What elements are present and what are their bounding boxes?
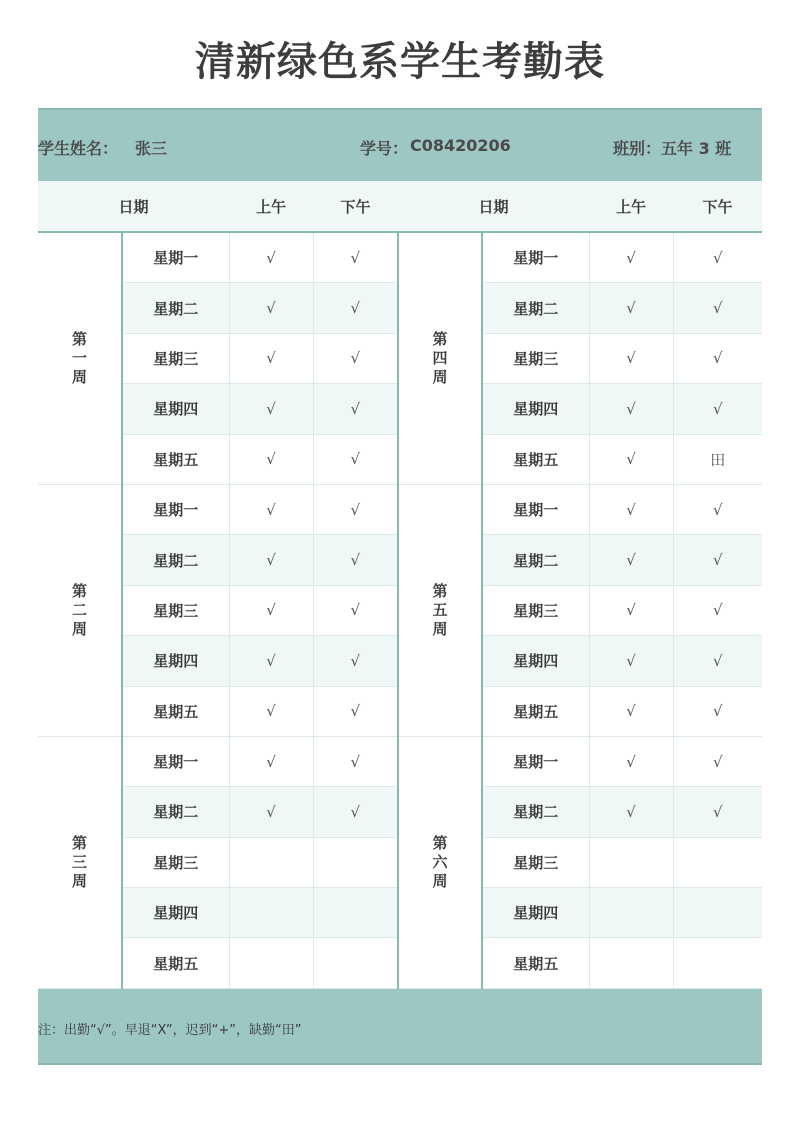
table-row bbox=[38, 736, 762, 786]
morning-mark-cell[interactable]: √ bbox=[589, 686, 673, 736]
afternoon-mark-cell[interactable]: √ bbox=[313, 585, 398, 635]
day-cell: 星期五 bbox=[482, 434, 589, 484]
afternoon-mark-cell[interactable] bbox=[313, 888, 398, 938]
day-cell: 星期四 bbox=[122, 636, 229, 686]
afternoon-mark-cell[interactable]: √ bbox=[673, 736, 762, 786]
attendance-body bbox=[38, 232, 762, 988]
student-name-value: 张三 bbox=[135, 139, 168, 158]
class-label: 班别： bbox=[613, 139, 662, 158]
header-date-left: 日期 bbox=[38, 181, 229, 232]
afternoon-mark-cell[interactable]: 田 bbox=[673, 434, 762, 484]
morning-mark-cell[interactable] bbox=[589, 837, 673, 887]
day-cell: 星期四 bbox=[482, 384, 589, 434]
morning-mark-cell[interactable]: √ bbox=[589, 232, 673, 283]
header-morning-right: 上午 bbox=[589, 181, 673, 232]
day-cell: 星期五 bbox=[122, 938, 229, 988]
morning-mark-cell[interactable]: √ bbox=[229, 484, 313, 534]
day-cell: 星期一 bbox=[122, 232, 229, 283]
morning-mark-cell[interactable]: √ bbox=[229, 686, 313, 736]
morning-mark-cell[interactable] bbox=[229, 938, 313, 988]
morning-mark-cell[interactable]: √ bbox=[229, 232, 313, 283]
day-cell: 星期四 bbox=[122, 888, 229, 938]
student-info-bar bbox=[38, 108, 762, 181]
header-afternoon-left: 下午 bbox=[313, 181, 398, 232]
day-cell: 星期二 bbox=[122, 787, 229, 837]
morning-mark-cell[interactable]: √ bbox=[229, 384, 313, 434]
day-cell: 星期三 bbox=[122, 837, 229, 887]
day-cell: 星期一 bbox=[482, 232, 589, 283]
morning-mark-cell[interactable]: √ bbox=[229, 333, 313, 383]
afternoon-mark-cell[interactable]: √ bbox=[313, 283, 398, 333]
page-title: 清新绿色系学生考勤表 bbox=[195, 39, 605, 85]
morning-mark-cell[interactable]: √ bbox=[589, 434, 673, 484]
legend-note-bar bbox=[38, 989, 762, 1065]
morning-mark-cell[interactable]: √ bbox=[589, 585, 673, 635]
day-cell: 星期五 bbox=[122, 686, 229, 736]
day-cell: 星期二 bbox=[482, 787, 589, 837]
morning-mark-cell[interactable] bbox=[589, 938, 673, 988]
afternoon-mark-cell[interactable]: √ bbox=[673, 384, 762, 434]
table-row bbox=[38, 232, 762, 283]
morning-mark-cell[interactable] bbox=[229, 888, 313, 938]
day-cell: 星期四 bbox=[122, 384, 229, 434]
header-date-right: 日期 bbox=[398, 181, 589, 232]
legend-note: 注：出勤“√”。早退“X”，迟到“+”，缺勤“田” bbox=[38, 1022, 302, 1038]
week-label: 第三周 bbox=[38, 736, 122, 988]
morning-mark-cell[interactable]: √ bbox=[589, 484, 673, 534]
afternoon-mark-cell[interactable]: √ bbox=[313, 736, 398, 786]
morning-mark-cell[interactable] bbox=[589, 888, 673, 938]
student-name-label: 学生姓名： bbox=[38, 139, 119, 158]
header-morning-left: 上午 bbox=[229, 181, 313, 232]
morning-mark-cell[interactable]: √ bbox=[589, 283, 673, 333]
week-label: 第二周 bbox=[38, 484, 122, 736]
day-cell: 星期三 bbox=[122, 585, 229, 635]
class-value: 五年 3 班 bbox=[661, 139, 732, 158]
morning-mark-cell[interactable]: √ bbox=[589, 535, 673, 585]
afternoon-mark-cell[interactable] bbox=[313, 837, 398, 887]
header-afternoon-right: 下午 bbox=[673, 181, 762, 232]
afternoon-mark-cell[interactable]: √ bbox=[313, 232, 398, 283]
day-cell: 星期四 bbox=[482, 636, 589, 686]
morning-mark-cell[interactable]: √ bbox=[229, 585, 313, 635]
day-cell: 星期二 bbox=[482, 535, 589, 585]
attendance-sheet bbox=[38, 108, 762, 1065]
afternoon-mark-cell[interactable]: √ bbox=[313, 333, 398, 383]
day-cell: 星期三 bbox=[482, 333, 589, 383]
afternoon-mark-cell[interactable]: √ bbox=[673, 484, 762, 534]
afternoon-mark-cell[interactable]: √ bbox=[673, 585, 762, 635]
week-label: 第四周 bbox=[398, 232, 482, 484]
day-cell: 星期一 bbox=[482, 484, 589, 534]
week-label: 第六周 bbox=[398, 736, 482, 988]
afternoon-mark-cell[interactable]: √ bbox=[313, 535, 398, 585]
morning-mark-cell[interactable]: √ bbox=[229, 787, 313, 837]
day-cell: 星期三 bbox=[482, 837, 589, 887]
afternoon-mark-cell[interactable] bbox=[673, 888, 762, 938]
afternoon-mark-cell[interactable] bbox=[673, 837, 762, 887]
afternoon-mark-cell[interactable]: √ bbox=[673, 787, 762, 837]
afternoon-mark-cell[interactable]: √ bbox=[673, 636, 762, 686]
table-row bbox=[38, 484, 762, 534]
day-cell: 星期二 bbox=[482, 283, 589, 333]
morning-mark-cell[interactable]: √ bbox=[229, 434, 313, 484]
day-cell: 星期二 bbox=[122, 283, 229, 333]
week-label: 第五周 bbox=[398, 484, 482, 736]
day-cell: 星期四 bbox=[482, 888, 589, 938]
afternoon-mark-cell[interactable]: √ bbox=[673, 686, 762, 736]
morning-mark-cell[interactable]: √ bbox=[589, 333, 673, 383]
day-cell: 星期五 bbox=[482, 686, 589, 736]
morning-mark-cell[interactable]: √ bbox=[589, 384, 673, 434]
day-cell: 星期二 bbox=[122, 535, 229, 585]
attendance-table bbox=[38, 181, 762, 989]
morning-mark-cell[interactable]: √ bbox=[589, 787, 673, 837]
afternoon-mark-cell[interactable]: √ bbox=[673, 333, 762, 383]
afternoon-mark-cell[interactable]: √ bbox=[313, 686, 398, 736]
afternoon-mark-cell[interactable] bbox=[313, 938, 398, 988]
afternoon-mark-cell[interactable]: √ bbox=[673, 232, 762, 283]
morning-mark-cell[interactable]: √ bbox=[229, 636, 313, 686]
morning-mark-cell[interactable]: √ bbox=[229, 535, 313, 585]
morning-mark-cell[interactable]: √ bbox=[229, 283, 313, 333]
afternoon-mark-cell[interactable]: √ bbox=[313, 787, 398, 837]
student-id-value: C08420206 bbox=[410, 136, 511, 155]
week-label: 第一周 bbox=[38, 232, 122, 484]
day-cell: 星期一 bbox=[122, 484, 229, 534]
morning-mark-cell[interactable]: √ bbox=[589, 636, 673, 686]
day-cell: 星期一 bbox=[482, 736, 589, 786]
day-cell: 星期五 bbox=[122, 434, 229, 484]
table-header-row bbox=[38, 181, 762, 232]
day-cell: 星期一 bbox=[122, 736, 229, 786]
afternoon-mark-cell[interactable]: √ bbox=[313, 484, 398, 534]
afternoon-mark-cell[interactable]: √ bbox=[673, 283, 762, 333]
afternoon-mark-cell[interactable]: √ bbox=[673, 535, 762, 585]
morning-mark-cell[interactable]: √ bbox=[589, 736, 673, 786]
morning-mark-cell[interactable] bbox=[229, 837, 313, 887]
day-cell: 星期三 bbox=[482, 585, 589, 635]
afternoon-mark-cell[interactable]: √ bbox=[313, 434, 398, 484]
afternoon-mark-cell[interactable]: √ bbox=[313, 636, 398, 686]
afternoon-mark-cell[interactable]: √ bbox=[313, 384, 398, 434]
morning-mark-cell[interactable]: √ bbox=[229, 736, 313, 786]
afternoon-mark-cell[interactable] bbox=[673, 938, 762, 988]
student-id-label: 学号： bbox=[360, 139, 409, 158]
day-cell: 星期五 bbox=[482, 938, 589, 988]
day-cell: 星期三 bbox=[122, 333, 229, 383]
